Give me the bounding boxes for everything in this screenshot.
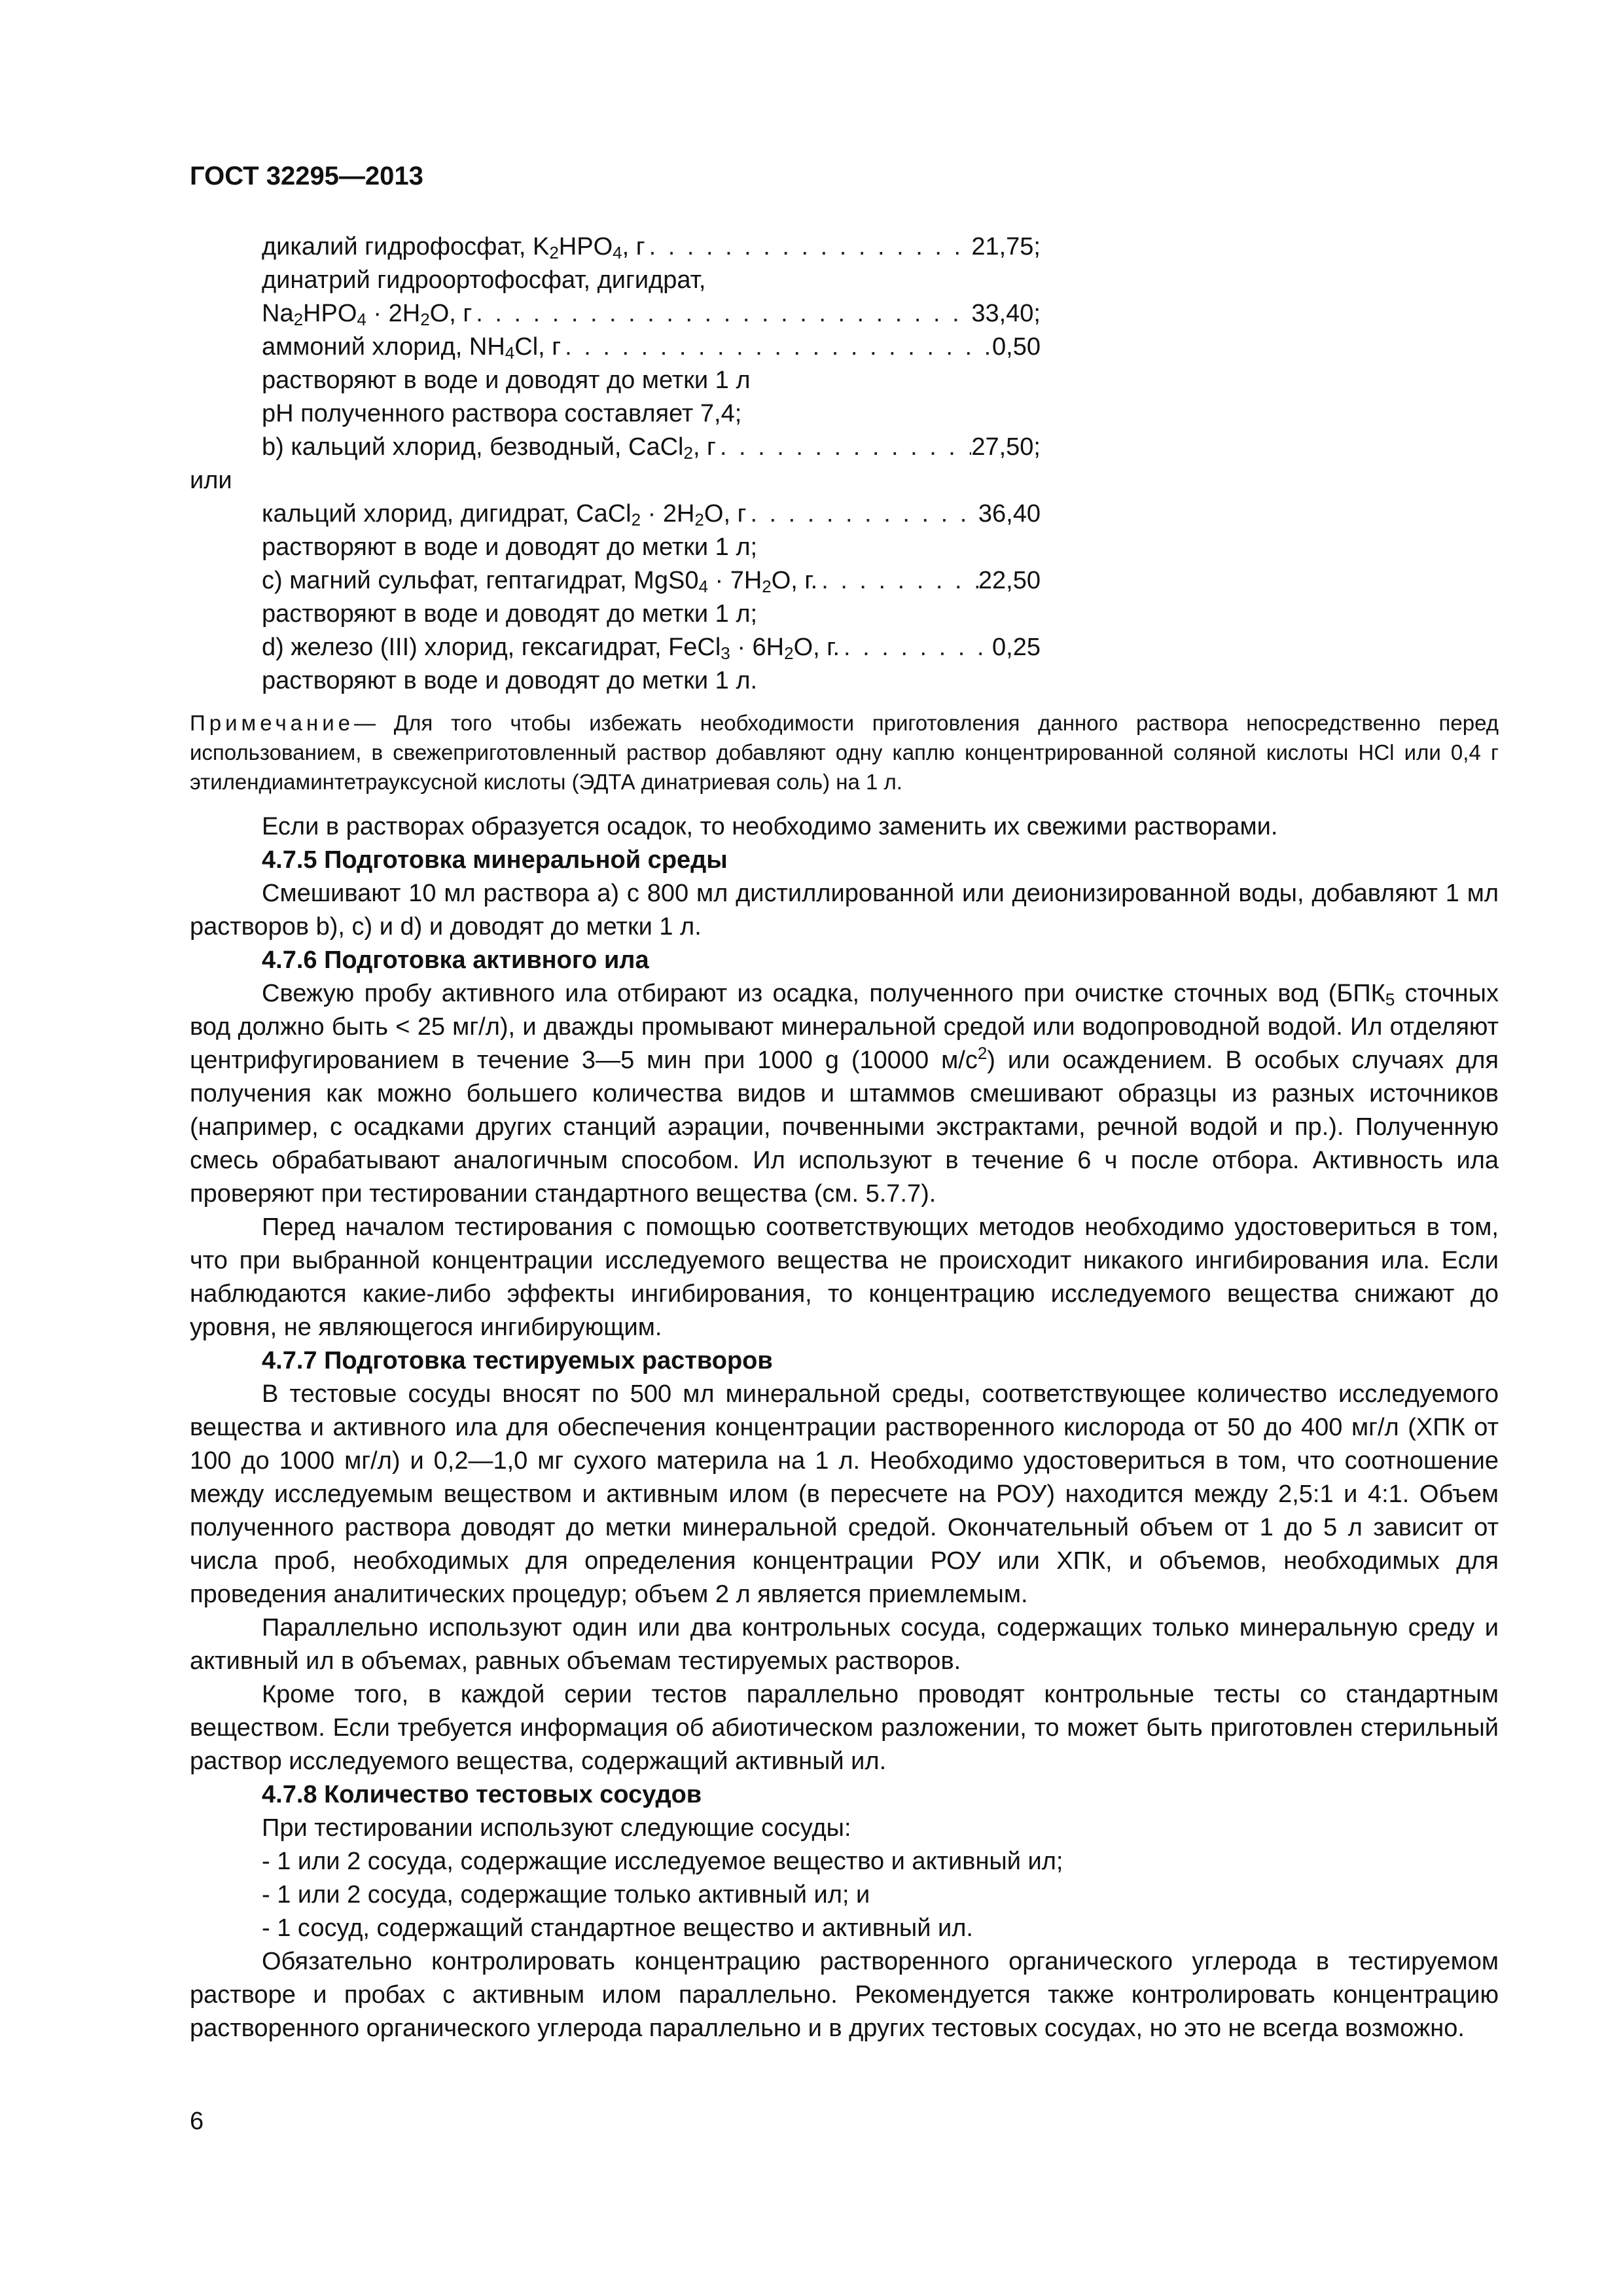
paragraph-4-7-8-last: Обязательно контролировать концентрацию растворенного органического углерода в тестируемом растворе и пробах с активным илом параллельно. Рекомендуется также контролировать концентрацию растворенного органического углерода параллельно и в других тестовых сосудах, но это не всегда возможно. <box>190 1948 1499 2042</box>
list-item: - 1 сосуд, содержащий стандартное вещество и активный ил. <box>262 1914 973 1942</box>
note-text: — Для того чтобы избежать необходимости приготовления данного раствора непосредственно перед использованием, в свежеприготовленный раствор добавляют одну каплю концентрированной соляной кислоты HCl или 0,4 г этилендиаминтетрауксусной кислоты (ЭДТА динатриевая соль) на 1 л. <box>190 711 1499 794</box>
recipe-line-mgso4: c) магний сульфат, гептагидрат, $MgS0_4 \cdot 7H_2O$, г. . . . 22,50 <box>262 564 1041 598</box>
paragraph-4-7-7-1: В тестовые сосуды вносят по 500 мл минеральной среды, соответствующее количество исследуемого вещества и активного ила для обеспечения концентрации растворенного кислорода от 50 до 400 мг/л (ХПК от 100 до 1000 мг/л) и 0,2—1,0 мг сухого материла на 1 л. Необходимо удостовериться в том, что соотношение между исследуемым веществом и активным илом (в пересчете на РОУ) находится между 2,5:1 и 4:1. Объем полученного раствора доводят до метки минеральной средой. Окончательный объем от 1 до 5 л зависит от числа проб, необходимых для определения концентрации РОУ или ХПК, и объемов, необходимых для проведения аналитических процедур; объем 2 л является приемлемым. <box>190 1380 1499 1608</box>
paragraph-4-7-6-1: Свежую пробу активного ила отбирают из осадка, полученного при очистке сточных вод ($БПК_5$ сточных вод должно быть < 25 мг/л), и дважды промывают минеральной средой или водопроводной водой. Ил отделяют центрифугированием в течение 3—5 мин при 1000 g (10000 $м/с^2$) или осаждением. В особых случаях для получения как можно большего количества видов и штаммов смешивают образцы из разных источников (например, с осадками других станций аэрации, почвенными экстрактами, речной водой и пр.). Полученную смесь обрабатывают аналогичным способом. Ил используют в течение 6 ч после отбора. Активность ила проверяют при тестировании стандартного вещества (см. 5.7.7). <box>190 980 1499 1208</box>
recipe-line-na2hpo4-title: динатрий гидроортофосфат, дигидрат, <box>262 266 706 294</box>
section-heading-4-7-7: 4.7.7 Подготовка тестируемых растворов <box>262 1347 773 1374</box>
dot-leader <box>716 431 971 464</box>
dot-leader <box>840 631 992 664</box>
recipe-instruction: растворяют в воде и доводят до метки 1 л; <box>262 533 758 561</box>
page-number: 6 <box>190 2108 204 2135</box>
section-heading-4-7-6: 4.7.6 Подготовка активного ила <box>262 946 649 974</box>
recipe-instruction: растворяют в воде и доводят до метки 1 л; <box>262 600 758 628</box>
recipe-line-cacl2: b) кальций хлорид, безводный, CaCl$_2$, г . . . 27,50; <box>262 431 1041 464</box>
dot-leader <box>472 297 971 331</box>
paragraph-precipitate: Если в растворах образуется осадок, то необходимо заменить их свежими растворами. <box>262 813 1278 840</box>
paragraph-4-7-8-intro: При тестировании используют следующие сосуды: <box>262 1814 851 1842</box>
list-item: - 1 или 2 сосуда, содержащие только активный ил; и <box>262 1881 870 1909</box>
recipe-line-cacl2-dihydrate: кальций хлорид, дигидрат, CaCl$_2$ · $2H_2O$, г . . . 36,40 <box>262 497 1041 531</box>
note-label: Примечание <box>190 711 355 735</box>
list-item: - 1 или 2 сосуда, содержащие исследуемое вещество и активный ил; <box>262 1848 1063 1875</box>
note <box>190 708 1499 797</box>
recipe-instruction: растворяют в воде и доводят до метки 1 л. <box>262 667 758 694</box>
recipe-line-nh4cl: аммоний хлорид, $NH_4Cl$, г . . . 0,50 <box>262 331 1041 364</box>
paragraph-4-7-7-2: Параллельно используют один или два контрольных сосуда, содержащих только минеральную среду и активный ил в объемах, равных объемам тестируемых растворов. <box>190 1614 1499 1675</box>
recipe-ph: pH полученного раствора составляет 7,4; <box>262 400 742 427</box>
dot-leader <box>817 564 978 598</box>
paragraph-4-7-5: Смешивают 10 мл раствора а) с 800 мл дистиллированной или деионизированной воды, добавляют 1 мл растворов b), c) и d) и доводят до метки 1 л. <box>190 880 1499 941</box>
recipe-instruction: растворяют в воде и доводят до метки 1 л <box>262 367 751 394</box>
paragraph-4-7-6-2: Перед началом тестирования с помощью соответствующих методов необходимо удостовериться в том, что при выбранной концентрации исследуемого вещества не происходит никакого ингибирования ила. Если наблюдаются какие-либо эффекты ингибирования, то концентрацию исследуемого вещества снижают до уровня, не являющегося ингибирующим. <box>190 1213 1499 1341</box>
document-header: ГОСТ 32295—2013 <box>190 162 423 190</box>
paragraph-4-7-7-3: Кроме того, в каждой серии тестов параллельно проводят контрольные тесты со стандартным веществом. Если требуется информация об абиотическом разложении, то может быть приготовлен стерильный раствор исследуемого вещества, содержащий активный ил. <box>190 1681 1499 1775</box>
dot-leader <box>746 497 978 531</box>
recipe-line-fecl3: d) железо (III) хлорид, гексагидрат, FeCl$_3$ · $6H_2O$, г. . . . 0,25 <box>262 631 1041 664</box>
section-heading-4-7-8: 4.7.8 Количество тестовых сосудов <box>262 1781 702 1808</box>
dot-leader <box>561 331 992 364</box>
recipe-line-na2hpo4: $Na_2HPO_4 \cdot 2H_2O$, г . . . 33,40; <box>262 297 1041 331</box>
section-heading-4-7-5: 4.7.5 Подготовка минеральной среды <box>262 846 728 874</box>
dot-leader <box>645 230 972 264</box>
recipe-line-k2hpo4: дикалий гидрофосфат, $K_2HPO_4$, г . . . 21,75; <box>262 230 1041 264</box>
or-label: или <box>190 467 232 494</box>
